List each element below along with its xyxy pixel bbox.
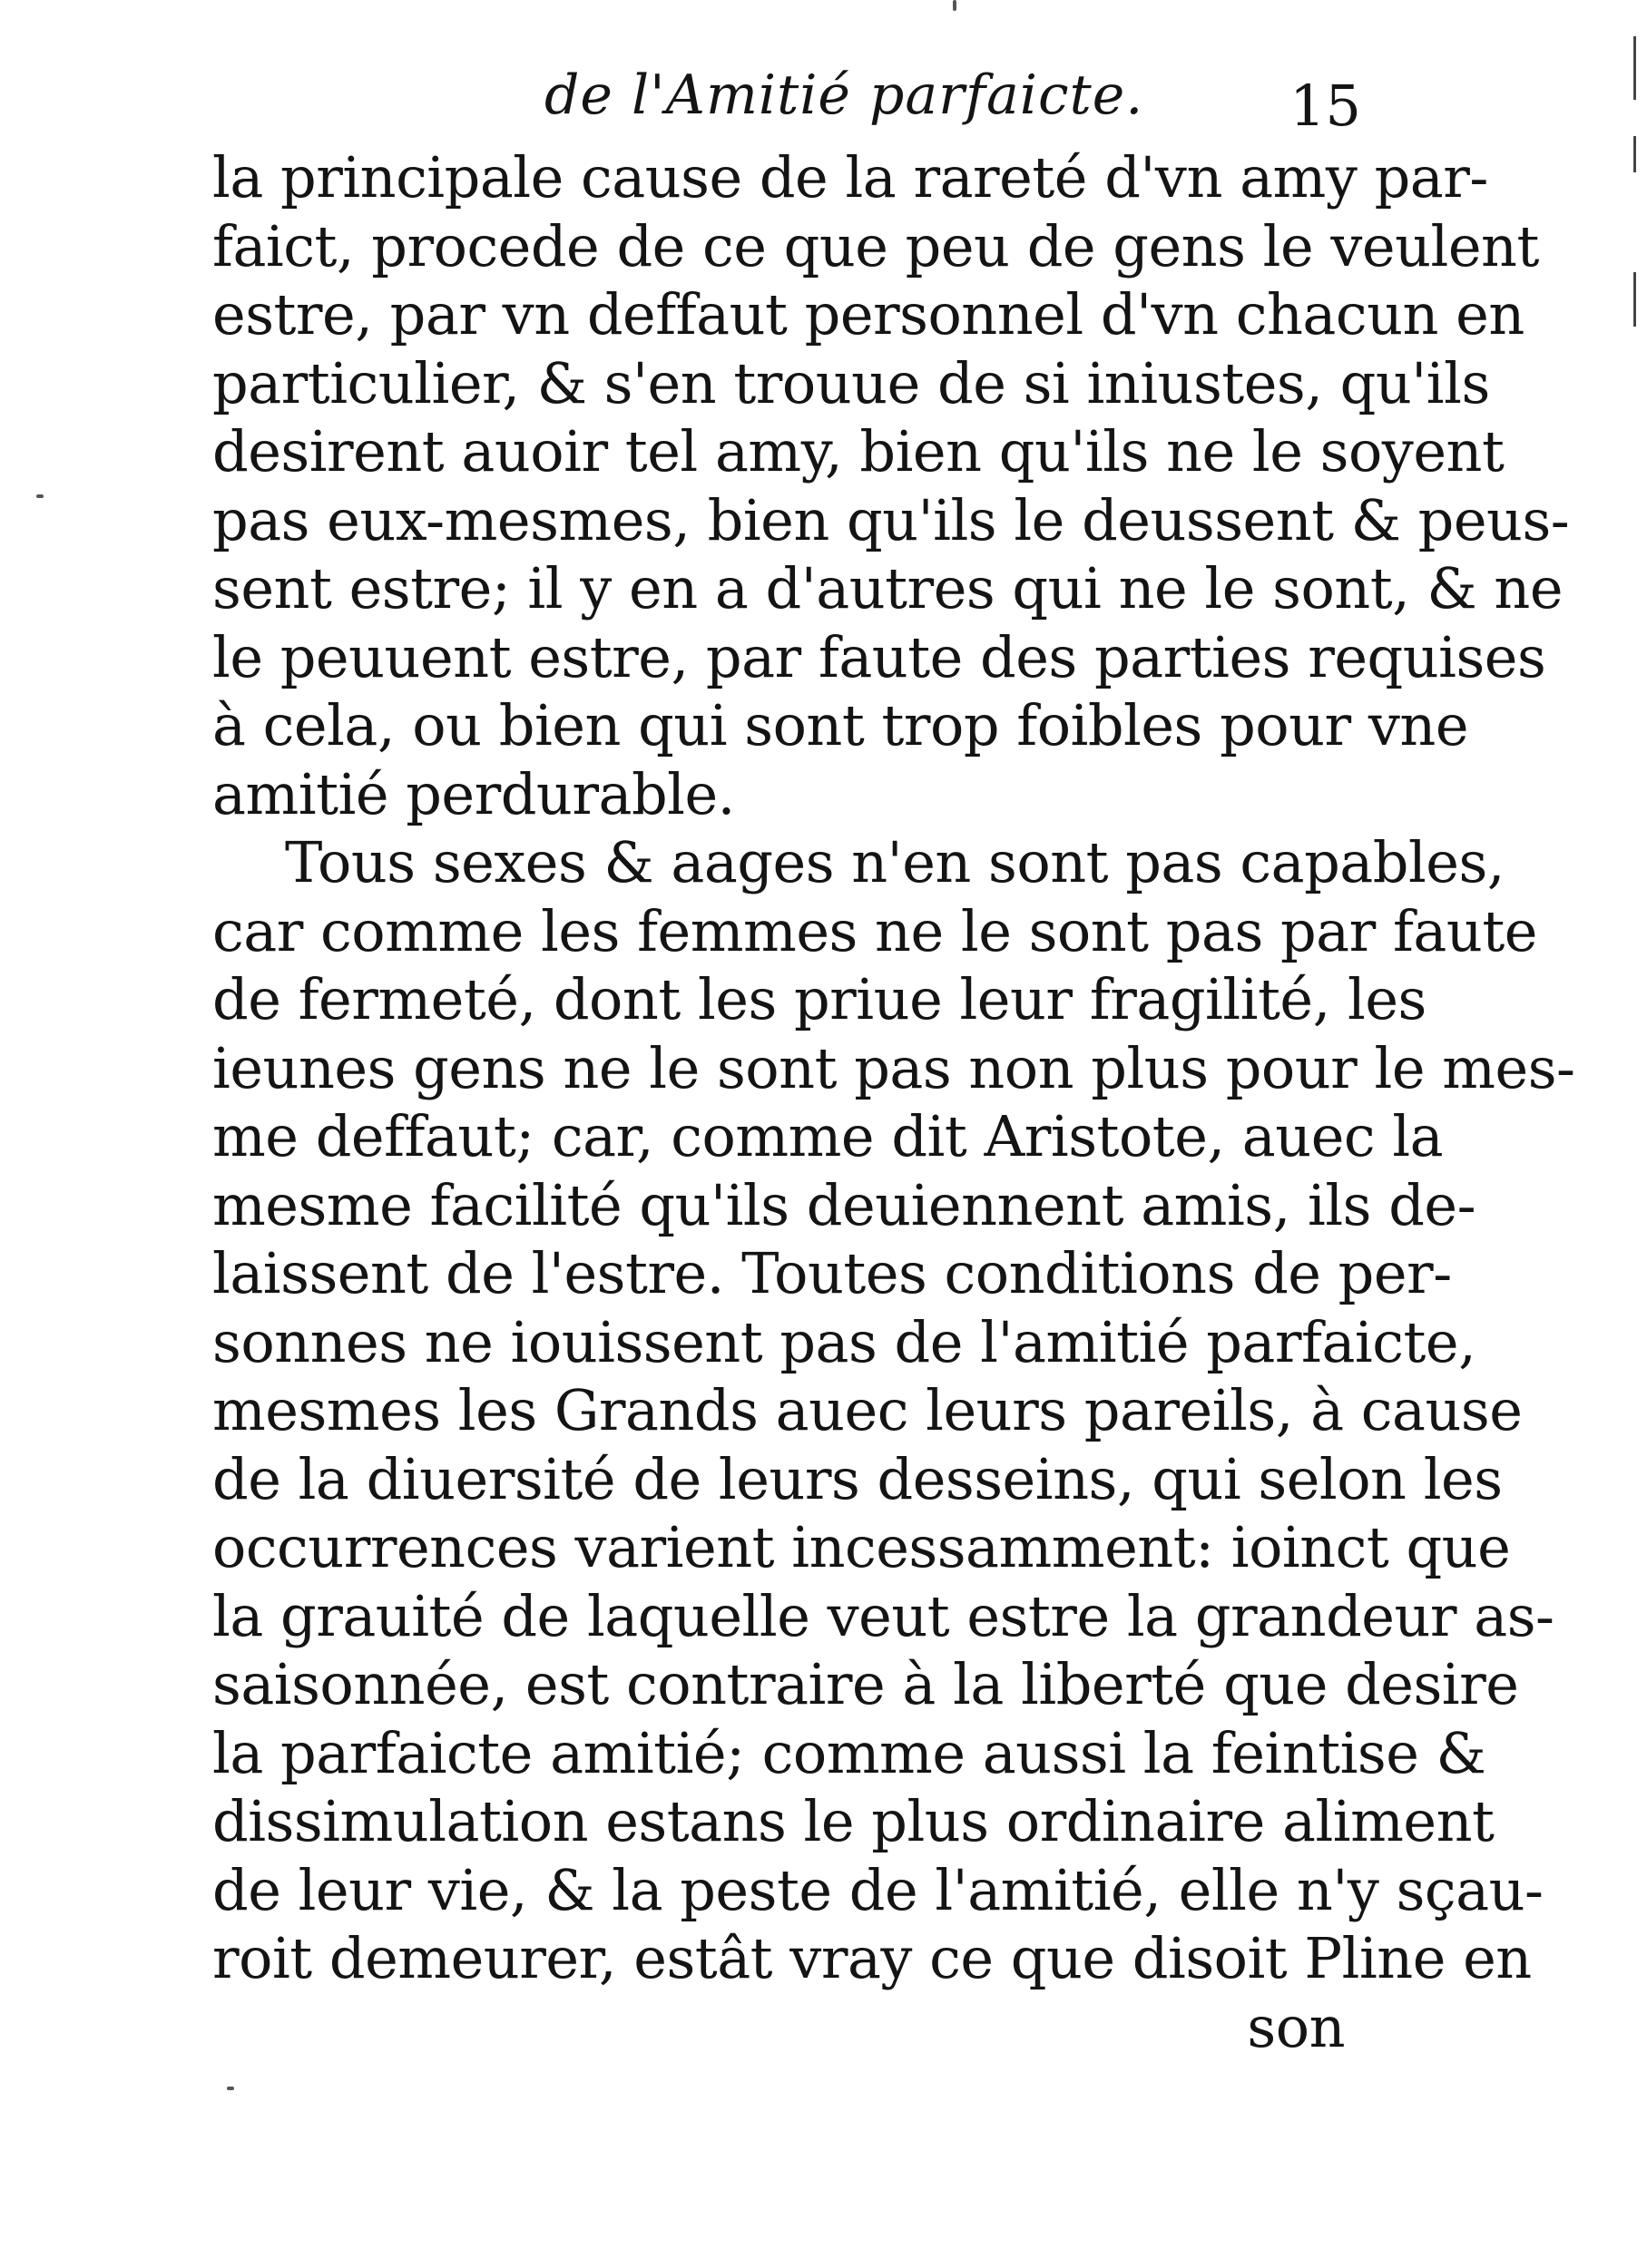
- text-line: la principale cause de la rareté d'vn amy par-: [212, 144, 1488, 210]
- text-line: saisonnée, est contraire à la liberté que desire: [212, 1651, 1519, 1717]
- text-line: dissimulation estans le plus ordinaire aliment: [212, 1788, 1495, 1854]
- text-line: la parfaicte amitié; comme aussi la feintise &: [212, 1719, 1486, 1786]
- text-line: de fermeté, dont les priue leur fragilité, les: [212, 966, 1426, 1032]
- text-line: desirent auoir tel amy, bien qu'ils ne le soyent: [212, 418, 1505, 484]
- text-line: faict, procede de ce que peu de gens le veulent: [212, 212, 1539, 279]
- text-line: de la diuersité de leurs desseins, qui selon les: [212, 1445, 1503, 1512]
- text-line: sonnes ne iouissent pas de l'amitié parfaicte,: [212, 1308, 1476, 1375]
- text-line: pas eux-mesmes, bien qu'ils le deussent & peus-: [212, 486, 1570, 553]
- text-line: estre, par vn deffaut personnel d'vn chacun en: [212, 281, 1524, 347]
- text-line: le peuuent estre, par faute des parties requises: [212, 623, 1546, 690]
- text-line: roit demeurer, estât vray ce que disoit Pline en: [212, 1925, 1532, 1991]
- running-head: [209, 64, 1361, 145]
- page-number: 15: [1289, 73, 1361, 139]
- text-line: particulier, & s'en trouue de si iniustes, qu'ils: [212, 349, 1490, 416]
- scan-speck: [953, 0, 956, 11]
- text-line: me deffaut; car, comme dit Aristote, auec la: [212, 1103, 1444, 1169]
- text-line: mesmes les Grands auec leurs pareils, à cause: [212, 1377, 1523, 1443]
- text-line: mesme facilité qu'ils deuiennent amis, ils de-: [212, 1171, 1476, 1238]
- text-line: ieunes gens ne le sont pas non plus pour le mes-: [212, 1034, 1575, 1101]
- text-line: occurrences varient incessamment: ioinct que: [212, 1514, 1511, 1580]
- paragraph-start-line: Tous sexes & aages n'en sont pas capables,: [285, 829, 1505, 895]
- paragraph-end-line: amitié perdurable.: [212, 760, 735, 827]
- body-text: [212, 143, 1575, 2061]
- scan-speck: [36, 494, 44, 498]
- scan-edge-mark: [1633, 136, 1636, 172]
- text-line: à cela, ou bien qui sont trop foibles pour vne: [212, 692, 1469, 758]
- scan-speck: [227, 2087, 234, 2090]
- text-line: car comme les femmes ne le sont pas par faute: [212, 897, 1537, 964]
- scan-edge-mark: [1633, 36, 1636, 100]
- text-line: laissent de l'estre. Toutes conditions de per-: [212, 1240, 1452, 1306]
- scan-edge-mark: [1633, 272, 1636, 327]
- text-line: de leur vie, & la peste de l'amitié, elle n'y sçau-: [212, 1856, 1544, 1923]
- text-line: la grauité de laquelle veut estre la grandeur as-: [212, 1582, 1554, 1649]
- running-head-title: de l'Amitié parfaicte.: [544, 64, 1144, 127]
- text-line: sent estre; il y en a d'autres qui ne le sont, & ne: [212, 555, 1564, 621]
- catchword: son: [1247, 1993, 1345, 2060]
